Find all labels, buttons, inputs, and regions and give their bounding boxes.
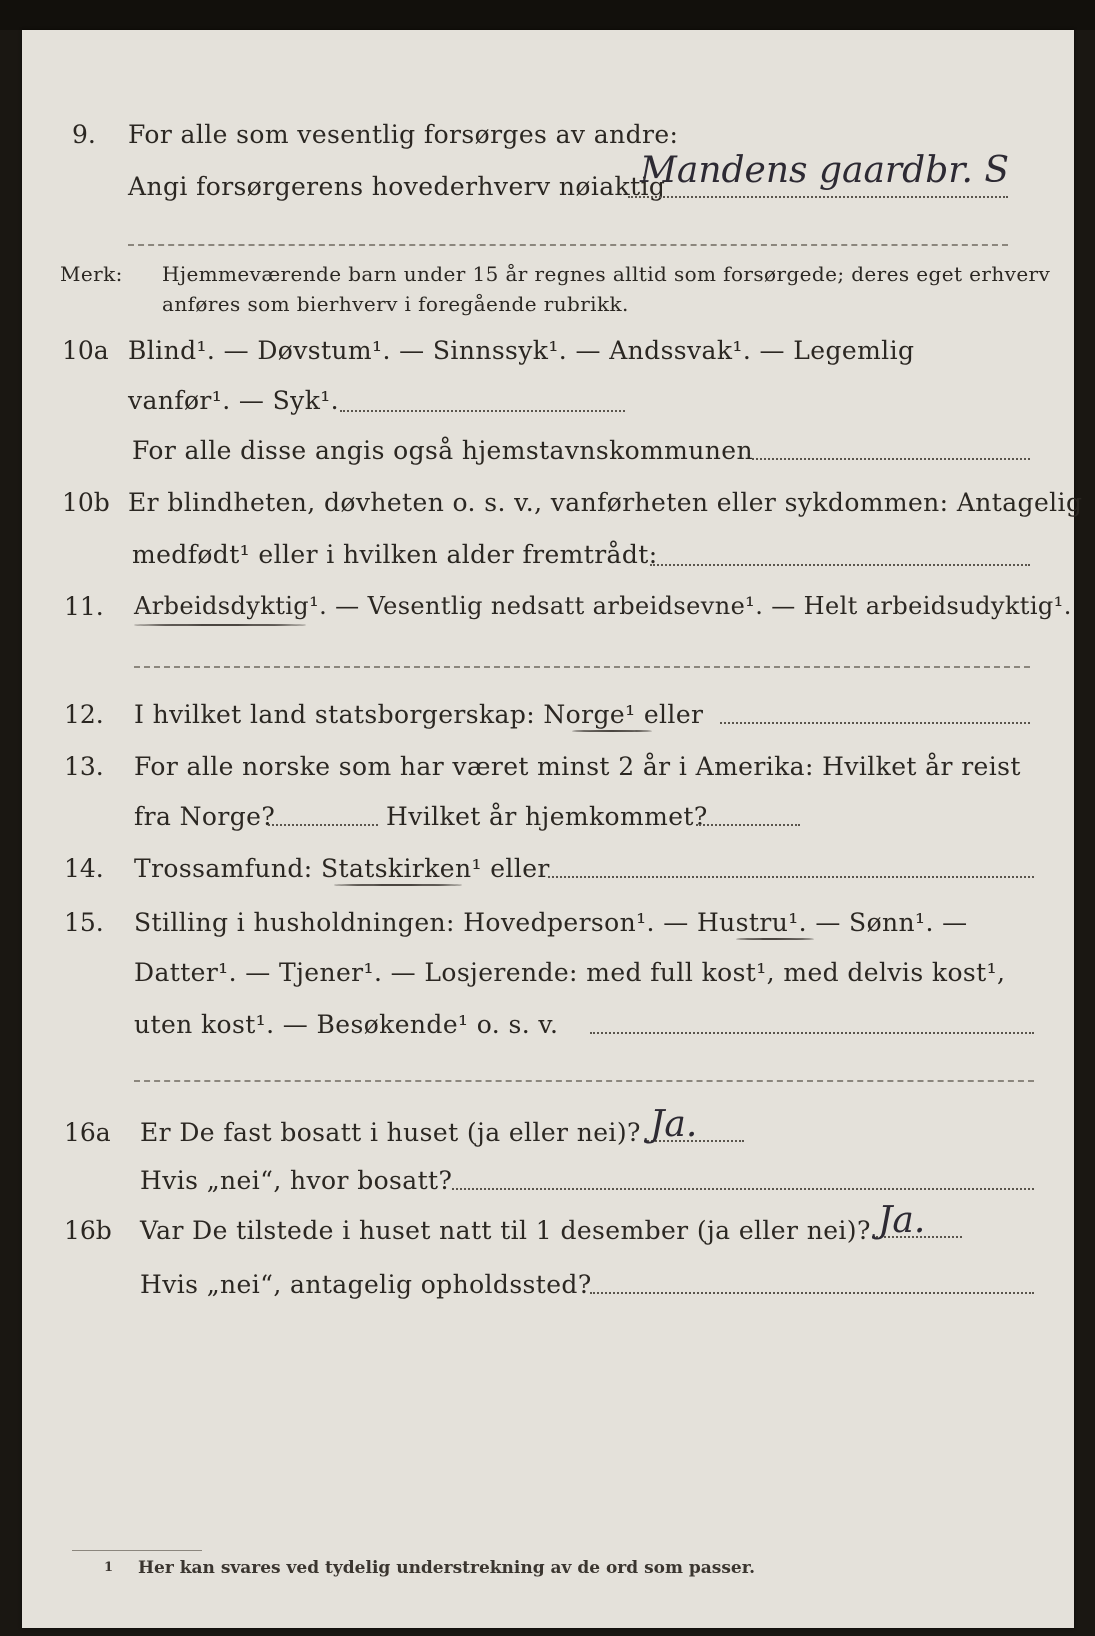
merk-line2: anføres som bierhverv i foregående rubrikk. bbox=[162, 292, 629, 316]
q15-line2: Datter¹. — Tjener¹. — Losjerende: med full kost¹, med delvis kost¹, bbox=[134, 958, 1006, 987]
q13-hjemkommet-line[interactable] bbox=[696, 824, 800, 826]
q10a-line1: Blind¹. — Døvstum¹. — Sinnssyk¹. — Andssvak¹. — Legemlig bbox=[128, 336, 915, 365]
q12-answer-line[interactable] bbox=[720, 722, 1030, 724]
q9-line1: For alle som vesentlig forsørges av andre: bbox=[128, 120, 679, 149]
q15-line1: Stilling i husholdningen: Hovedperson¹. — Hustru¹. — Sønn¹. — bbox=[134, 908, 968, 937]
q9-separator bbox=[128, 244, 1008, 246]
q9-answer-line bbox=[628, 196, 1008, 198]
q10a-line2: vanfør¹. — Syk¹. bbox=[128, 386, 340, 415]
q14-statskirken-underline bbox=[334, 884, 462, 886]
q12-number: 12. bbox=[64, 700, 104, 729]
q10b-answer-line[interactable] bbox=[650, 564, 1030, 566]
q10a-syk-line[interactable] bbox=[340, 410, 625, 412]
q13-line2a: fra Norge? bbox=[134, 802, 276, 831]
q9-handwritten-answer[interactable]: Mandens gaardbr. S bbox=[640, 150, 1010, 191]
q13-line1: For alle norske som har været minst 2 år i Amerika: Hvilket år reist bbox=[134, 752, 1021, 781]
q16a-handwritten-answer[interactable]: Ja. bbox=[650, 1104, 698, 1145]
q10b-line2: medfødt¹ eller i hvilken alder fremtrådt: bbox=[132, 540, 658, 569]
q16b-opholdssted-line[interactable] bbox=[590, 1292, 1034, 1294]
q10a-line3: For alle disse angis også hjemstavnskommunen bbox=[132, 436, 753, 465]
q11-separator bbox=[134, 666, 1030, 668]
q10a-hjemstavn-line[interactable] bbox=[752, 458, 1030, 460]
q15-answer-line[interactable] bbox=[590, 1032, 1034, 1034]
q12-norge-underline bbox=[572, 730, 652, 732]
q16b-line2: Hvis „nei“, antagelig opholdssted? bbox=[140, 1270, 592, 1299]
q10b-number: 10b bbox=[62, 488, 110, 517]
q14-number: 14. bbox=[64, 854, 104, 883]
q10b-line1: Er blindheten, døvheten o. s. v., vanførheten eller sykdommen: Antagelig bbox=[128, 488, 1083, 517]
q16b-number: 16b bbox=[64, 1216, 112, 1245]
q12-line1: I hvilket land statsborgerskap: Norge¹ eller bbox=[134, 700, 704, 729]
q11-line1: Arbeidsdyktig¹. — Vesentlig nedsatt arbeidsevne¹. — Helt arbeidsudyktig¹. bbox=[134, 592, 1072, 620]
q16b-line1: Var De tilstede i huset natt til 1 desember (ja eller nei)? bbox=[140, 1216, 871, 1245]
q16b-handwritten-answer[interactable]: Ja. bbox=[878, 1200, 926, 1241]
q11-number: 11. bbox=[64, 592, 104, 621]
q10a-number: 10a bbox=[62, 336, 109, 365]
q9-line2: Angi forsørgerens hovederhverv nøiaktig bbox=[128, 172, 666, 201]
q15-hustru-underline bbox=[736, 938, 814, 940]
q13-line2b: Hvilket år hjemkommet? bbox=[386, 802, 708, 831]
q11-underline-mark bbox=[134, 624, 306, 626]
footnote-mark: 1 bbox=[104, 1560, 114, 1575]
q14-line1: Trossamfund: Statskirken¹ eller bbox=[134, 854, 550, 883]
q16a-number: 16a bbox=[64, 1118, 111, 1147]
q16a-line2: Hvis „nei“, hvor bosatt? bbox=[140, 1166, 453, 1195]
merk-label: Merk: bbox=[60, 262, 123, 286]
footnote-text: Her kan svares ved tydelig understrekning av de ord som passer. bbox=[138, 1558, 756, 1578]
scan-top-edge bbox=[0, 0, 1095, 30]
q16a-bosatt-line[interactable] bbox=[452, 1188, 1034, 1190]
merk-line1: Hjemmeværende barn under 15 år regnes alltid som forsørgede; deres eget erhverv bbox=[162, 262, 1051, 286]
q15-separator bbox=[134, 1080, 1034, 1082]
footnote-separator bbox=[72, 1550, 202, 1551]
q15-number: 15. bbox=[64, 908, 104, 937]
q14-answer-line[interactable] bbox=[548, 876, 1034, 878]
q15-line3: uten kost¹. — Besøkende¹ o. s. v. bbox=[134, 1010, 559, 1039]
q13-number: 13. bbox=[64, 752, 104, 781]
q16a-line1: Er De fast bosatt i huset (ja eller nei)? bbox=[140, 1118, 641, 1147]
q9-number: 9. bbox=[72, 120, 96, 149]
q13-reist-line[interactable] bbox=[268, 824, 378, 826]
